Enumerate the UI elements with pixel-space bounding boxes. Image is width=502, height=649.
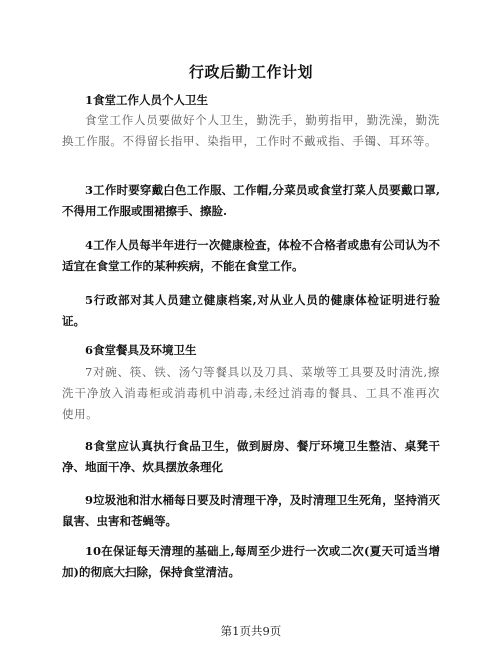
paragraph-personal-hygiene-body: 食堂工作人员要做好个人卫生，勤洗手，勤剪指甲，勤洗澡，勤洗换工作服。不得留长指甲、染指甲，工作时不戴戒指、手镯、耳环等。	[62, 113, 440, 148]
paragraph-item-10: 10在保证每天清理的基础上,每周至少进行一次或二次(夏天可适当增加)的彻底大扫除，保持食堂清洁。	[62, 544, 440, 579]
document-title: 行政后勤工作计划	[188, 63, 313, 81]
paragraph-item-8: 8食堂应认真执行食品卫生，做到厨房、餐厅环境卫生整洁、桌凳干净、地面干净、炊具摆放条理化	[62, 439, 440, 474]
paragraph-item-7: 7对碗、筷、铁、汤勺等餐具以及刀具、菜墩等工具要及时清洗,擦洗干净放入消毒柜或消毒机中消毒,未经过消毒的餐具、工具不准再次使用。	[62, 365, 440, 421]
section-heading-personal-hygiene: 1食堂工作人员个人卫生	[85, 93, 209, 107]
paragraph-item-9: 9垃圾池和泔水桶每日要及时清理干净，及时清理卫生死角，坚持消灭鼠害、虫害和苍蝇等。	[62, 493, 440, 528]
paragraph-item-3: 3工作时要穿戴白色工作服、工作帽,分菜员或食堂打菜人员要戴口罩,不得用工作服或围裙擦手、擦脸.	[62, 183, 440, 218]
paragraph-item-5: 5行政部对其人员建立健康档案,对从业人员的健康体检证明进行验证。	[62, 293, 440, 328]
section-heading-tableware-hygiene: 6食堂餐具及环境卫生	[85, 343, 197, 357]
paragraph-item-4: 4工作人员每半年进行一次健康检查，体检不合格者或患有公司认为不适宜在食堂工作的某种疾病，不能在食堂工作。	[62, 238, 440, 273]
page-number: 第1页共9页	[220, 624, 282, 638]
